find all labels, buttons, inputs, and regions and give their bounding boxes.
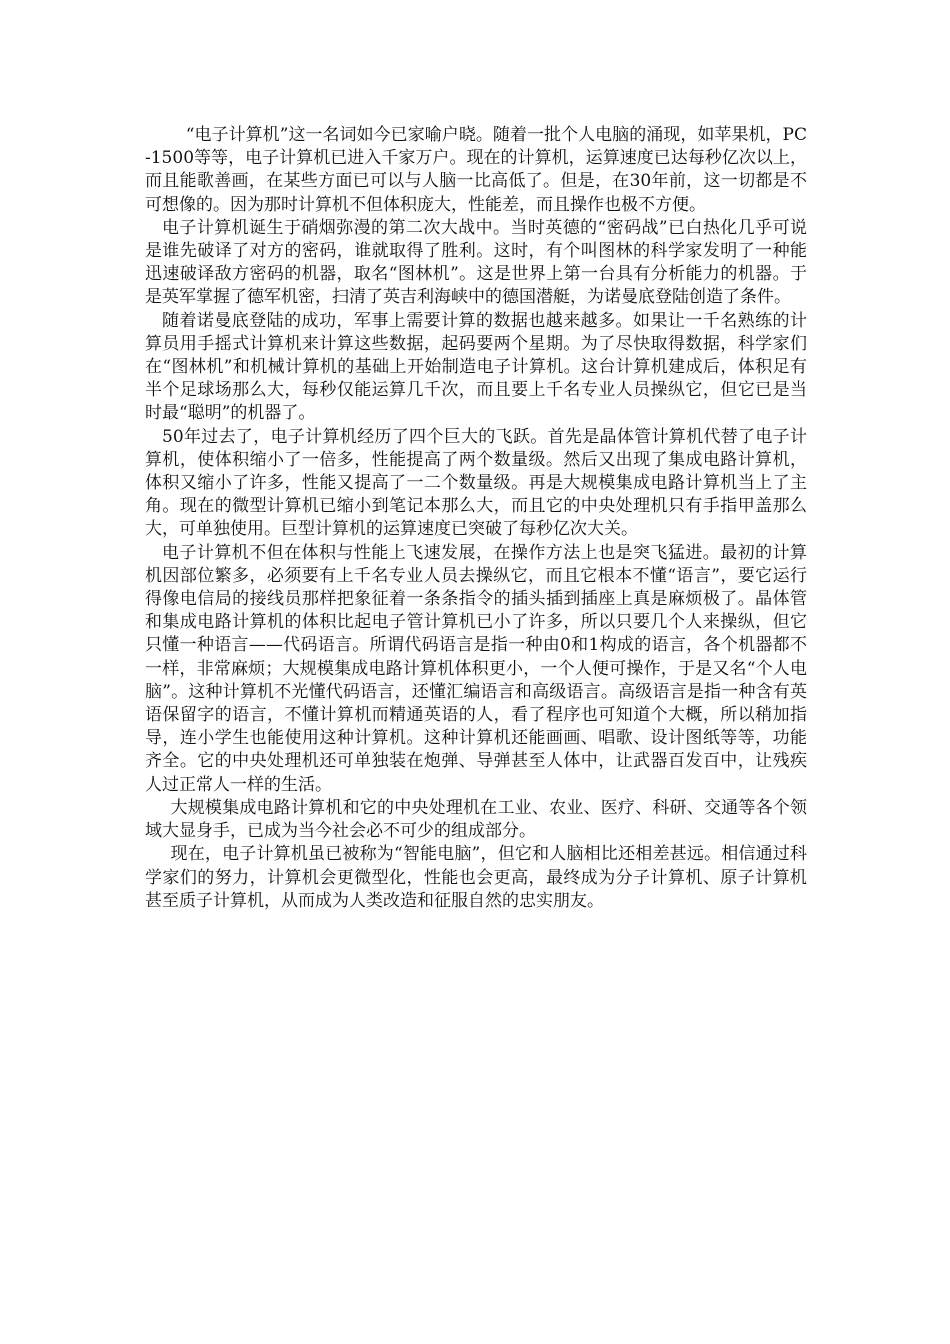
paragraph-4: 50年过去了，电子计算机经历了四个巨大的飞跃。首先是晶体管计算机代替了电子计算机，使体积缩小了一倍多，性能提高了两个数量级。然后又出现了集成电路计算机，体积又缩小了许多，性能又提高了一二个数量级。再是大规模集成电路计算机当上了主角。现在的微型计算机已缩小到笔记本那么大，而且它的中央处理机只有手指甲盖那么大，可单独使用。巨型计算机的运算速度已突破了每秒亿次大关。 [145,426,807,540]
paragraph-3: 随着诺曼底登陆的成功，军事上需要计算的数据也越来越多。如果让一千名熟练的计算员用手摇式计算机来计算这些数据，起码要两个星期。为了尽快取得数据，科学家们在“图林机”和机械计算机的基础上开始制造电子计算机。这台计算机建成后，体积足有半个足球场那么大，每秒仅能运算几千次，而且要上千名专业人员操纵它，但它已是当时最“聪明”的机器了。 [145,310,807,424]
paragraph-2: 电子计算机诞生于硝烟弥漫的第二次大战中。当时英德的“密码战”已白热化几乎可说是谁先破译了对方的密码，谁就取得了胜利。这时，有个叫图林的科学家发明了一种能迅速破译敌方密码的机器，取名“图林机”。这是世界上第一台具有分析能力的机器。于是英军掌握了德军机密，扫清了英吉利海峡中的德国潜艇，为诺曼底登陆创造了条件。 [145,217,807,308]
paragraph-6: 大规模集成电路计算机和它的中央处理机在工业、农业、医疗、科研、交通等各个领域大显身手，已成为当今社会必不可少的组成部分。 [145,797,807,842]
paragraph-1: “电子计算机”这一名词如今已家喻户晓。随着一批个人电脑的涌现，如苹果机，PC-1500等等，电子计算机已进入千家万户。现在的计算机，运算速度已达每秒亿次以上，而且能歌善画，在某些方面已可以与人脑一比高低了。但是，在30年前，这一切都是不可想像的。因为那时计算机不但体积庞大，性能差，而且操作也极不方便。 [145,125,807,215]
article-body [145,124,807,913]
paragraph-7: 现在，电子计算机虽已被称为“智能电脑”，但它和人脑相比还相差甚远。相信通过科学家们的努力，计算机会更微型化，性能也会更高，最终成为分子计算机、原子计算机甚至质子计算机，从而成为人类改造和征服自然的忠实朋友。 [145,844,807,911]
paragraph-5: 电子计算机不但在体积与性能上飞速发展，在操作方法上也是突飞猛进。最初的计算机因部位繁多，必须要有上千名专业人员去操纵它，而且它根本不懂“语言”，要它运行得像电信局的接线员那样把象征着一条条指令的插头插到插座上真是麻烦极了。晶体管和集成电路计算机的体积比起电子管计算机已小了许多，所以只要几个人来操纵，但它只懂一种语言——代码语言。所谓代码语言是指一种由0和1构成的语言，各个机器都不一样，非常麻烦；大规模集成电路计算机体积更小，一个人便可操作，于是又名“个人电脑”。这种计算机不光懂代码语言，还懂汇编语言和高级语言。高级语言是指一种含有英语保留字的语言，不懂计算机而精通英语的人，看了程序也可知道个大概，所以稍加指导，连小学生也能使用这种计算机。这种计算机还能画画、唱歌、设计图纸等等，功能齐全。它的中央处理机还可单独装在炮弹、导弹甚至人体中，让武器百发百中，让残疾人过正常人一样的生活。 [145,542,807,795]
